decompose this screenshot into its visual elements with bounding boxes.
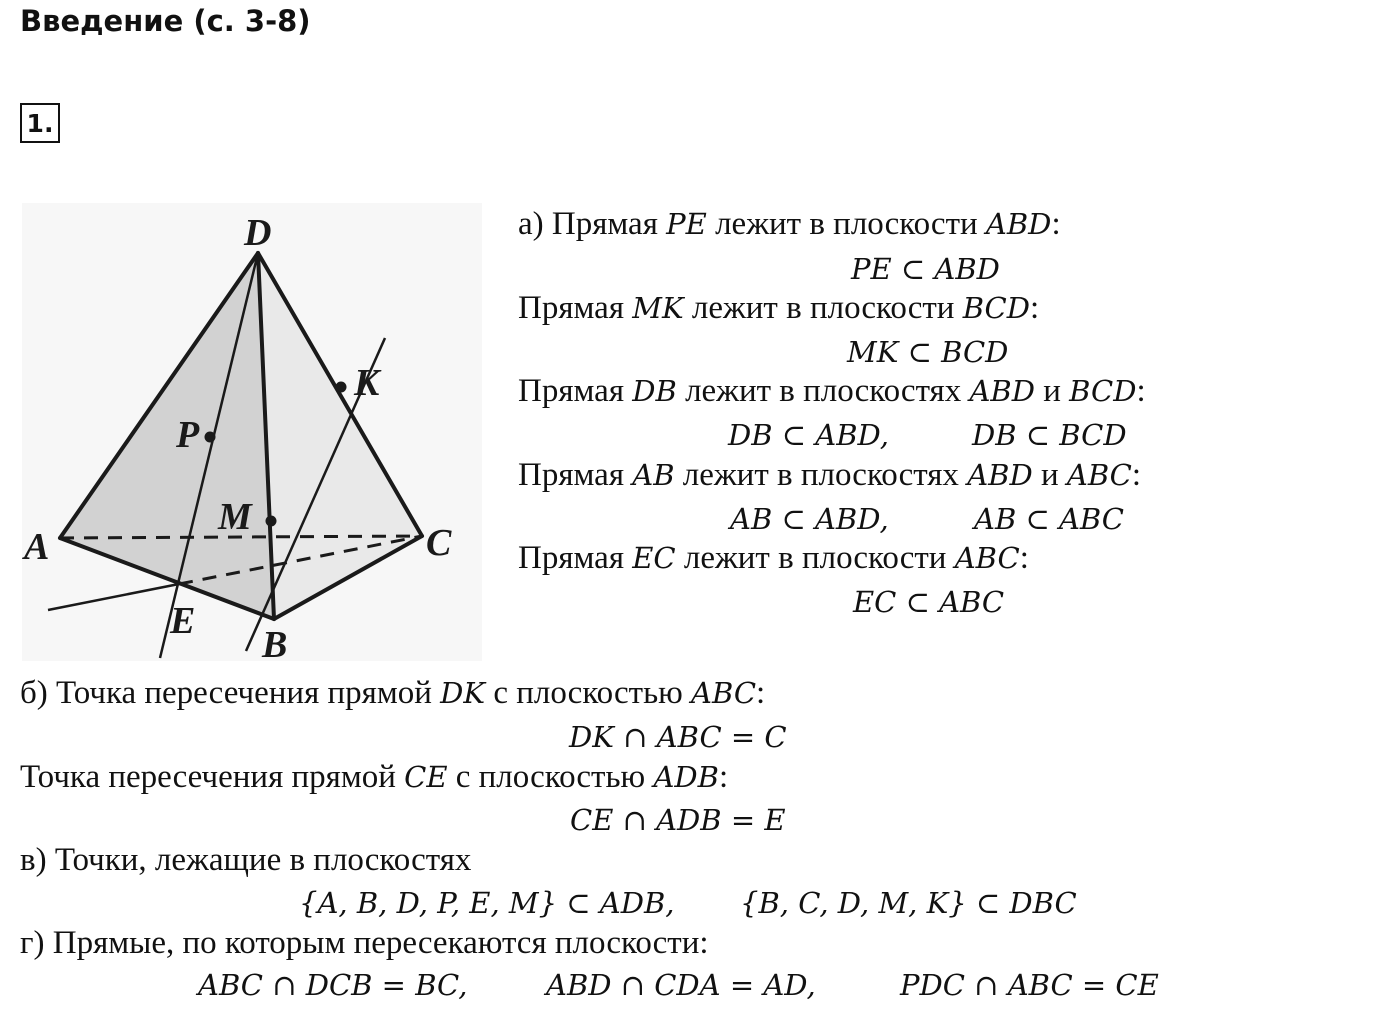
part-a-line-4: Прямая AB лежит в плоскостях ABD и ABC: bbox=[518, 457, 1142, 493]
label-m: M bbox=[218, 496, 252, 538]
label-p: P bbox=[176, 414, 200, 456]
part-a-line-1: а) Прямая PE лежит в плоскости ABD: bbox=[518, 206, 1061, 242]
part-a-line-5: Прямая EC лежит в плоскости ABC: bbox=[518, 540, 1029, 576]
label-b: B bbox=[262, 624, 288, 661]
point-k bbox=[336, 382, 347, 393]
part-a-line-3: Прямая DB лежит в плоскостях ABD и BCD: bbox=[518, 373, 1146, 409]
formula-points-adb: {A, B, D, P, E, M} ⊂ ADB, bbox=[299, 886, 675, 920]
formula-db-bcd: DB ⊂ BCD bbox=[972, 418, 1127, 452]
point-m bbox=[266, 516, 277, 527]
part-g-line-1: г) Прямые, по которым пересекаются плоскости: bbox=[20, 925, 709, 961]
formula-db-abd: DB ⊂ ABD, bbox=[728, 418, 889, 452]
label-k: K bbox=[354, 362, 380, 404]
formula-abd-cda: ABD ∩ CDA = AD, bbox=[546, 968, 816, 1002]
formula-ec-abc: EC ⊂ ABC bbox=[853, 585, 1005, 619]
formula-ab-abd: AB ⊂ ABD, bbox=[730, 502, 889, 536]
pyramid-figure bbox=[22, 203, 482, 661]
problem-number: 1. bbox=[20, 103, 60, 143]
page-heading: Введение (с. 3-8) bbox=[20, 4, 311, 38]
formula-points-dbc: {B, C, D, M, K} ⊂ DBC bbox=[740, 886, 1077, 920]
formula-dk-abc: DK ∩ ABC = C bbox=[569, 720, 787, 754]
formula-ab-abc: AB ⊂ ABC bbox=[974, 502, 1124, 536]
part-b-line-1: б) Точка пересечения прямой DK с плоскостью ABC: bbox=[20, 675, 766, 711]
point-p bbox=[205, 432, 216, 443]
part-a-line-2: Прямая MK лежит в плоскости BCD: bbox=[518, 290, 1040, 326]
label-d: D bbox=[244, 212, 272, 254]
formula-abc-dcb: ABC ∩ DCB = BC, bbox=[198, 968, 468, 1002]
part-b-line-2: Точка пересечения прямой CE с плоскостью ADB: bbox=[20, 759, 729, 795]
label-c: C bbox=[426, 522, 452, 564]
formula-mk-bcd: MK ⊂ BCD bbox=[847, 335, 1009, 369]
label-a: A bbox=[24, 526, 50, 568]
formula-pdc-abc: PDC ∩ ABC = CE bbox=[900, 968, 1159, 1002]
label-e: E bbox=[170, 600, 196, 642]
formula-pe-abd: PE ⊂ ABD bbox=[851, 252, 1000, 286]
formula-ce-adb: CE ∩ ADB = E bbox=[570, 803, 786, 837]
part-v-line-1: в) Точки, лежащие в плоскостях bbox=[20, 842, 472, 878]
